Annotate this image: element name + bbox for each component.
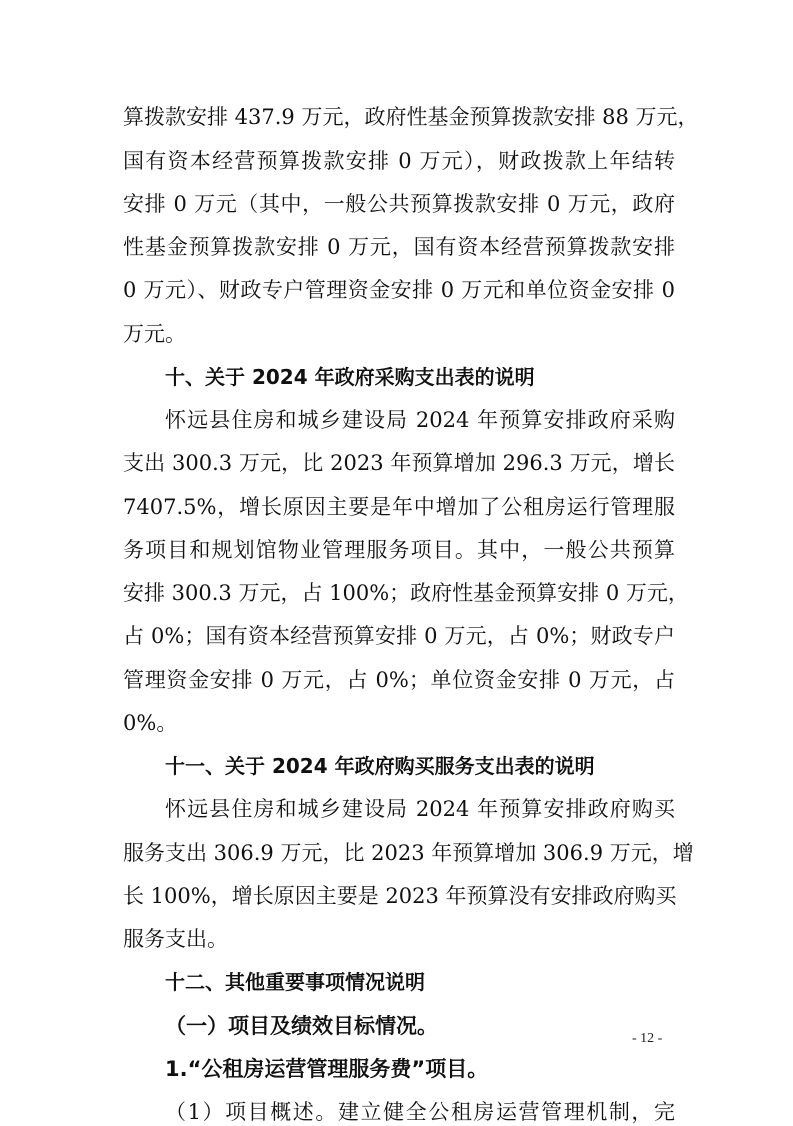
text-line: 安排 300.3 万元，占 100%；政府性基金预算安排 0 万元， bbox=[123, 581, 689, 605]
text-line: 算拨款安排 437.9 万元，政府性基金预算拨款安排 88 万元， bbox=[123, 105, 699, 129]
text-line: 0%。 bbox=[123, 711, 178, 735]
text-line: 怀远县住房和城乡建设局 2024 年预算安排政府购买 bbox=[165, 797, 675, 821]
section-heading: 十一、关于 2024 年政府购买服务支出表的说明 bbox=[165, 754, 595, 778]
subsection-heading: （一）项目及绩效目标情况。 bbox=[165, 1014, 438, 1038]
text-line: 长 100%，增长原因主要是 2023 年预算没有安排政府购买 bbox=[123, 884, 677, 908]
text-line: 怀远县住房和城乡建设局 2024 年预算安排政府采购 bbox=[165, 408, 675, 432]
page-number: - 12 - bbox=[632, 1031, 663, 1046]
text-line: 务项目和规划馆物业管理服务项目。其中，一般公共预算 bbox=[123, 538, 675, 562]
section-heading: 十、关于 2024 年政府采购支出表的说明 bbox=[165, 365, 535, 389]
text-line: 支出 300.3 万元，比 2023 年预算增加 296.3 万元，增长 bbox=[123, 451, 675, 475]
text-line: 万元。 bbox=[123, 322, 186, 346]
section-heading: 十二、其他重要事项情况说明 bbox=[165, 970, 425, 994]
text-line: 7407.5%，增长原因主要是年中增加了公租房运行管理服 bbox=[123, 495, 675, 519]
project-heading: 1.“公租房运营管理服务费”项目。 bbox=[165, 1057, 489, 1081]
text-line: 国有资本经营预算拨款安排 0 万元），财政拨款上年结转 bbox=[123, 149, 675, 173]
text-line: 0 万元）、财政专户管理资金安排 0 万元和单位资金安排 0 bbox=[123, 278, 675, 302]
text-line: 服务支出 306.9 万元，比 2023 年预算增加 306.9 万元，增 bbox=[123, 841, 694, 865]
text-line: （1）项目概述。建立健全公租房运营管理机制，完 bbox=[165, 1100, 675, 1124]
text-line: 管理资金安排 0 万元，占 0%；单位资金安排 0 万元，占 bbox=[123, 668, 675, 692]
text-line: 安排 0 万元（其中，一般公共预算拨款安排 0 万元，政府 bbox=[123, 192, 675, 216]
text-line: 性基金预算拨款安排 0 万元，国有资本经营预算拨款安排 bbox=[123, 235, 675, 259]
text-line: 占 0%；国有资本经营预算安排 0 万元，占 0%；财政专户 bbox=[123, 624, 675, 648]
text-line: 服务支出。 bbox=[123, 927, 228, 951]
